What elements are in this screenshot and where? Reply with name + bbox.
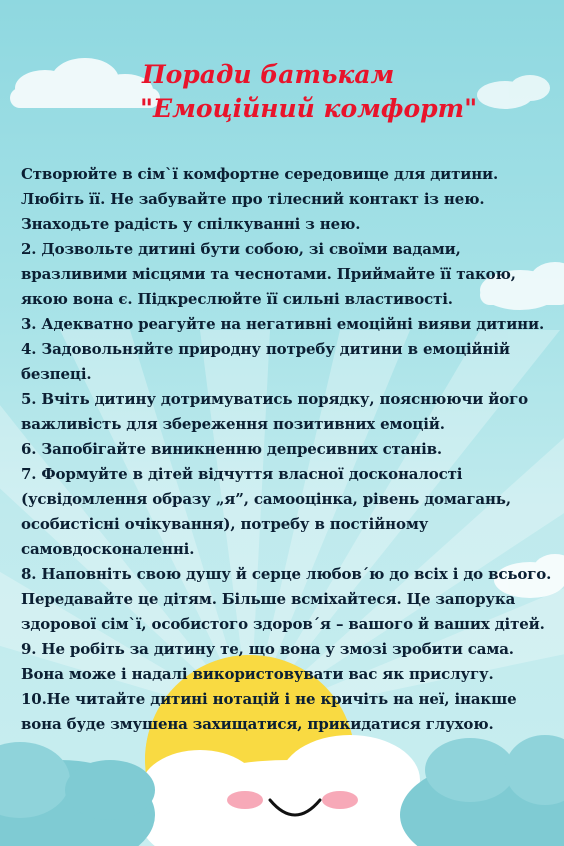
tip-item-6: 6. Запобігайте виникненню депресивних станів. [21,440,442,458]
tip-item-3: 3. Адекватно реагуйте на негативні емоційні вияви дитини. [21,315,545,333]
tip-item-5: 5. Вчіть дитину дотримуватись порядку, пояснюючи його важливість для збереження позитивних емоцій. [21,390,528,433]
cloud-bottom-left [0,742,155,846]
tips-list [21,162,556,737]
cloud-bottom-right [400,735,564,846]
tip-item-7: 7. Формуйте в дітей відчуття власної досконалості (усвідомлення образу „я”, самооцінка, рівень домагань, особистісні очікування), потребу в постійному самовдосконаленні. [21,465,511,558]
page-title [0,58,564,126]
tip-item-9: 9. Не робіть за дитину те, що вона у змозі зробити сама. Вона може і надалі використовувати вас як прислугу. [21,640,514,683]
tip-item-1: Створюйте в сім`ї комфортне середовище для дитини. Любіть її. Не забувайте про тілесний контакт із нею. Знаходьте радість у спілкуванні з нею. [21,165,499,233]
title-line-1: Поради батькам [142,60,395,89]
tip-item-8: 8. Наповніть свою душу й серце любов´ю до всіх і до всього. Передавайте це дітям. Більше всміхайтеся. Це запорука здорової сім`ї, особистого здоров´я – вашого й ваших дітей. [21,565,552,633]
title-line-2: "Емоційний комфорт" [140,94,478,123]
tip-item-2: 2. Дозвольте дитині бути собою, зі своїми вадами, вразливими місцями та чеснотами. Приймайте її такою, якою вона є. Підкреслюйте її сильні властивості. [21,240,516,308]
tip-item-10: 10.Не читайте дитині нотацій і не кричіть на неї, інакше вона буде змушена захищатися, прикидатися глухою. [21,690,517,733]
tip-item-4: 4. Задовольняйте природну потребу дитини в емоційній безпеці. [21,340,510,383]
